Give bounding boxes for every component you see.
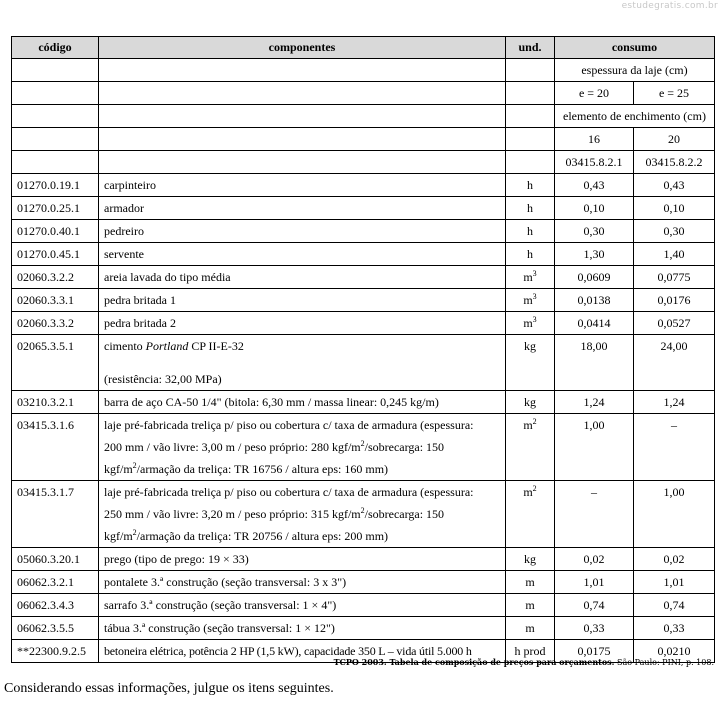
cell-component: prego (tipo de prego: 19 × 33) (99, 548, 506, 571)
cell-unit: kg (506, 335, 555, 391)
cell-value-1: 0,0609 (555, 266, 634, 289)
cell-component: pedra britada 2 (99, 312, 506, 335)
cell-value-1: 0,10 (555, 197, 634, 220)
cell-value-2: 0,74 (634, 594, 715, 617)
cell-value-2: 24,00 (634, 335, 715, 391)
cell-component: areia lavada do tipo média (99, 266, 506, 289)
cell-unit: $m^2$ (506, 481, 555, 548)
table-row (12, 571, 715, 594)
cell-value-1: 0,74 (555, 594, 634, 617)
cell-value-2: 0,0527 (634, 312, 715, 335)
cell-code: 06062.3.5.5 (12, 617, 99, 640)
table-row (12, 197, 715, 220)
cell-code: 01270.0.45.1 (12, 243, 99, 266)
cell-value-1: 18,00 (555, 335, 634, 391)
table-row (12, 174, 715, 197)
table-row (12, 481, 715, 548)
cell-component: pedreiro (99, 220, 506, 243)
table-row (12, 243, 715, 266)
cell-unit: h (506, 243, 555, 266)
cell-unit: h (506, 220, 555, 243)
cell-value-2: 0,43 (634, 174, 715, 197)
cell-component: servente (99, 243, 506, 266)
header-consumo: consumo (555, 37, 715, 59)
cell-value-2: 0,30 (634, 220, 715, 243)
cell-code: 02060.3.3.2 (12, 312, 99, 335)
cell-code: 01270.0.40.1 (12, 220, 99, 243)
table-row (12, 594, 715, 617)
cell-value-2: 0,0210 (634, 640, 715, 663)
cell-unit: h (506, 197, 555, 220)
table-row (12, 312, 715, 335)
cell-component: barra de aço CA-50 1/4" (bitola: 6,30 mm / massa linear: 0,245 kg/m) (99, 391, 506, 414)
cell-unit: m (506, 571, 555, 594)
cell-unit: $m^2$ (506, 414, 555, 481)
cell-code: 03415.3.1.7 (12, 481, 99, 548)
cell-code: 06062.3.4.3 (12, 594, 99, 617)
cell-value-1: 1,24 (555, 391, 634, 414)
cell-component: cimento Portland CP II-E-32 (resistência: 32,00 MPa) (99, 335, 506, 391)
cell-unit: $m^3$ (506, 312, 555, 335)
cell-component: sarrafo 3.ª construção (seção transversal: 1 × 4") (99, 594, 506, 617)
cell-value-2: 0,10 (634, 197, 715, 220)
cell-unit: kg (506, 548, 555, 571)
cell-value-1: 1,01 (555, 571, 634, 594)
subheader-ref2: 03415.8.2.2 (634, 151, 715, 174)
cell-value-1: – (555, 481, 634, 548)
cell-value-2: – (634, 414, 715, 481)
cell-code: 02060.3.3.1 (12, 289, 99, 312)
table-row (12, 548, 715, 571)
header-componentes: componentes (99, 37, 506, 59)
cell-value-2: 0,33 (634, 617, 715, 640)
table-row (12, 617, 715, 640)
subheader-elemento: elemento de enchimento (cm) (555, 105, 715, 128)
cell-value-1: 0,30 (555, 220, 634, 243)
cell-value-2: 0,0176 (634, 289, 715, 312)
cell-code: 01270.0.19.1 (12, 174, 99, 197)
cell-value-1: 0,0414 (555, 312, 634, 335)
cell-value-1: 0,0175 (555, 640, 634, 663)
cell-value-2: 0,02 (634, 548, 715, 571)
subheader-20: 20 (634, 128, 715, 151)
subheader-espessura: espessura da laje (cm) (555, 59, 715, 82)
cell-code: 02060.3.2.2 (12, 266, 99, 289)
cell-unit: kg (506, 391, 555, 414)
subheader-ref1: 03415.8.2.1 (555, 151, 634, 174)
header-codigo: código (12, 37, 99, 59)
cell-component: carpinteiro (99, 174, 506, 197)
cell-value-1: 0,02 (555, 548, 634, 571)
cell-unit: h prod (506, 640, 555, 663)
question-text: Considerando essas informações, julgue os itens seguintes. (4, 681, 334, 696)
cell-value-1: 0,33 (555, 617, 634, 640)
table-row (12, 289, 715, 312)
subheader-e25: e = 25 (634, 82, 715, 105)
composition-table (11, 36, 715, 663)
table-row (12, 414, 715, 481)
cell-value-2: 1,01 (634, 571, 715, 594)
cell-code: 02065.3.5.1 (12, 335, 99, 391)
table-row (12, 391, 715, 414)
cell-code: 03210.3.2.1 (12, 391, 99, 414)
cell-component: pontalete 3.ª construção (seção transversal: 3 x 3") (99, 571, 506, 594)
cell-value-1: 1,30 (555, 243, 634, 266)
subheader-16: 16 (555, 128, 634, 151)
cell-value-2: 1,00 (634, 481, 715, 548)
cell-code: **22300.9.2.5 (12, 640, 99, 663)
cell-component: betoneira elétrica, potência 2 HP (1,5 kW), capacidade 350 L – vida útil 5.000 h (99, 640, 506, 663)
cell-value-2: 1,24 (634, 391, 715, 414)
cell-component: tábua 3.ª construção (seção transversal: 1 × 12") (99, 617, 506, 640)
cell-value-2: 0,0775 (634, 266, 715, 289)
cell-value-1: 0,43 (555, 174, 634, 197)
cell-component: pedra britada 1 (99, 289, 506, 312)
source-citation: TCPO 2003. Tabela de composição de preços para orçamentos. São Paulo: PINI, p. 108. (333, 657, 714, 667)
table-row (12, 335, 715, 391)
cell-code: 06062.3.2.1 (12, 571, 99, 594)
cell-unit: m (506, 594, 555, 617)
cell-code: 01270.0.25.1 (12, 197, 99, 220)
cell-unit: $m^3$ (506, 289, 555, 312)
watermark: estudegratis.com.br (621, 1, 718, 11)
cell-unit: m (506, 617, 555, 640)
table-row (12, 266, 715, 289)
cell-component: laje pré-fabricada treliça p/ piso ou cobertura c/ taxa de armadura (espessura: 200 mm / vão livre: 3,00 m / peso próprio: 280 kgf/$m^2$/sobrecarga: 150 kgf/$m^2$/armação da treliça: TR 16756 / altura eps: 160 mm) (99, 414, 506, 481)
table-row (12, 220, 715, 243)
cell-value-2: 1,40 (634, 243, 715, 266)
cell-value-1: 0,0138 (555, 289, 634, 312)
cell-component: armador (99, 197, 506, 220)
cell-unit: h (506, 174, 555, 197)
cell-component: laje pré-fabricada treliça p/ piso ou cobertura c/ taxa de armadura (espessura: 250 mm / vão livre: 3,20 m / peso próprio: 315 kgf/$m^2$/sobrecarga: 150 kgf/$m^2$/armação da treliça: TR 20756 / altura eps: 200 mm) (99, 481, 506, 548)
subheader-e20: e = 20 (555, 82, 634, 105)
cell-value-1: 1,00 (555, 414, 634, 481)
cell-code: 03415.3.1.6 (12, 414, 99, 481)
cell-code: 05060.3.20.1 (12, 548, 99, 571)
cell-unit: $m^3$ (506, 266, 555, 289)
header-und: und. (506, 37, 555, 59)
